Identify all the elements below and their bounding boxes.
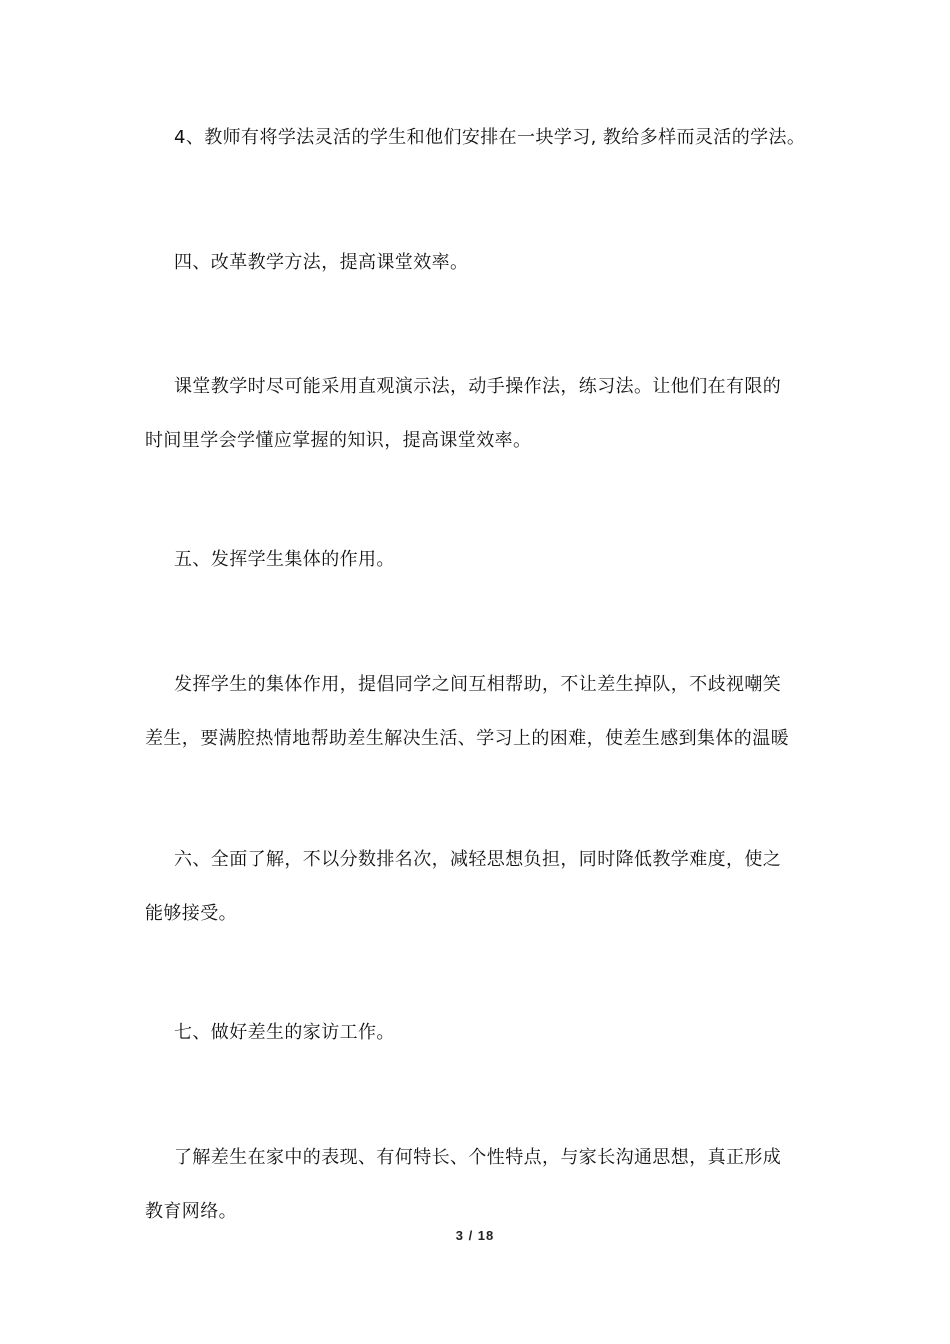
- paragraph-line: 发挥学生的集体作用，提倡同学之间互相帮助，不让差生掉队，不歧视嘲笑: [174, 674, 782, 695]
- heading-collective-role: [145, 533, 810, 587]
- paragraph-line: 六、全面了解，不以分数排名次，减轻思想负担，同时降低教学难度，使之: [174, 849, 782, 870]
- paragraph-line: 时间里学会学懂应掌握的知识，提高课堂效率。: [145, 430, 532, 451]
- paragraph-line: 能够接受。: [145, 903, 237, 924]
- heading-home-visits: [145, 1006, 810, 1060]
- paragraph-line: 教育网络。: [145, 1201, 237, 1222]
- paragraph-line: 五、发挥学生集体的作用。: [174, 549, 395, 570]
- paragraph-line: 四、改革教学方法，提高课堂效率。: [174, 252, 469, 273]
- paragraph-line: 4、教师有将学法灵活的学生和他们安排在一块学习, 教给多样而灵活的学法。: [174, 127, 806, 148]
- paragraph-home-performance: [145, 1131, 810, 1239]
- paragraph-line: 七、做好差生的家访工作。: [174, 1022, 395, 1043]
- paragraph-line: 了解差生在家中的表现、有何特长、个性特点，与家长沟通思想，真正形成: [174, 1147, 782, 1168]
- paragraph-line: 差生，要满腔热情地帮助差生解决生活、学习上的困难，使差生感到集体的温暖: [145, 728, 789, 749]
- page-number: 3 / 18: [455, 1228, 495, 1243]
- paragraph-teacher-method: [145, 111, 810, 165]
- paragraph-classroom-teaching: [145, 360, 810, 468]
- heading-reform-teaching: [145, 236, 810, 290]
- paragraph-line: 课堂教学时尽可能采用直观演示法，动手操作法，练习法。让他们在有限的: [174, 376, 782, 397]
- paragraph-collective-help: [145, 658, 810, 766]
- heading-full-understanding: [145, 833, 810, 941]
